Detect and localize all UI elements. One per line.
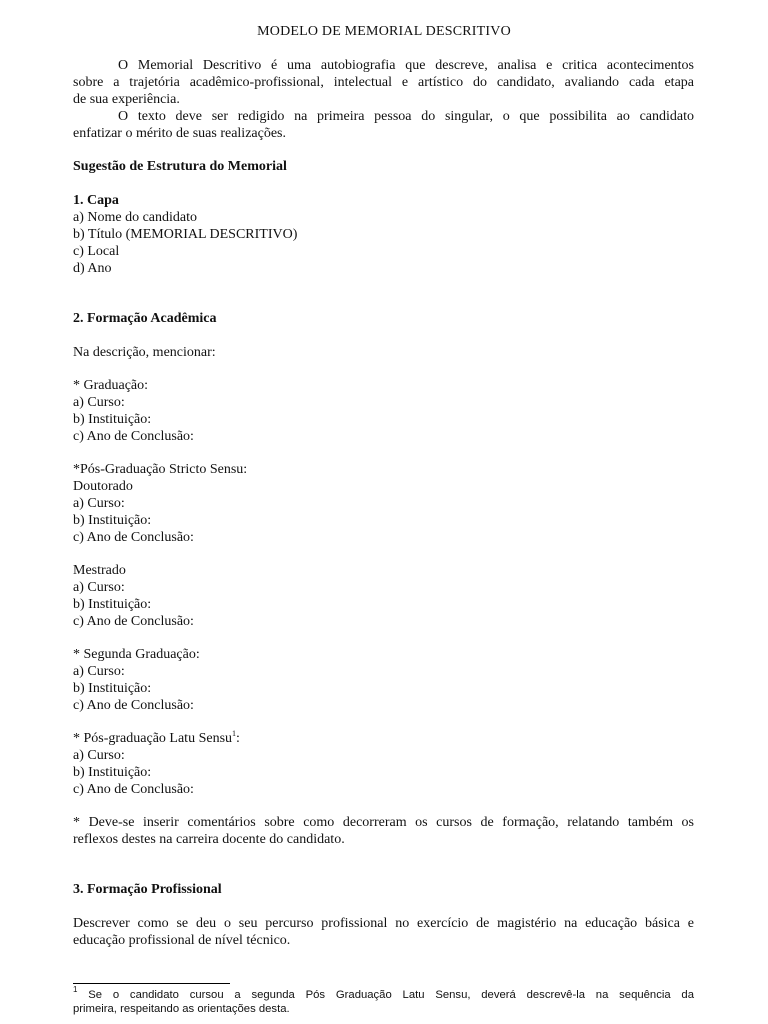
mestrado-item: b) Instituição: xyxy=(73,597,152,612)
footnote-mark: 1 xyxy=(73,985,78,994)
doutorado-label: Doutorado xyxy=(73,479,133,494)
mestrado-label: Mestrado xyxy=(73,563,126,578)
formacao-academica-intro: Na descrição, mencionar: xyxy=(73,345,216,360)
pos-stricto-label: *Pós-Graduação Stricto Sensu: xyxy=(73,462,248,477)
segunda-graduacao-label: * Segunda Graduação: xyxy=(73,647,200,662)
mestrado-item: c) Ano de Conclusão: xyxy=(73,614,194,629)
doutorado-item: c) Ano de Conclusão: xyxy=(73,530,194,545)
pos-latu-item: a) Curso: xyxy=(73,748,125,763)
structure-heading: Sugestão de Estrutura do Memorial xyxy=(73,159,287,174)
formacao-comment-line-1: * Deve-se inserir comentários sobre como decorreram os cursos de formação, relatando também os xyxy=(73,815,694,830)
footnote-separator xyxy=(73,983,230,984)
formacao-profissional-line-1: Descrever como se deu o seu percurso profissional no exercício de magistério na educação básica e xyxy=(73,916,694,931)
segunda-graduacao-item: b) Instituição: xyxy=(73,681,152,696)
graduacao-item: b) Instituição: xyxy=(73,412,152,427)
document-title: MODELO DE MEMORIAL DESCRITIVO xyxy=(257,24,511,39)
doutorado-item: b) Instituição: xyxy=(73,513,152,528)
formacao-profissional-line-2: educação profissional de nível técnico. xyxy=(73,933,291,948)
formacao-comment-line-2: reflexos destes na carreira docente do candidato. xyxy=(73,832,345,847)
formacao-profissional-heading: 3. Formação Profissional xyxy=(73,882,222,897)
intro-p1-line-2: sobre a trajetória acadêmico-profissional, intelectual e artístico do candidato, avaliando cada etapa xyxy=(73,75,694,90)
mestrado-item: a) Curso: xyxy=(73,580,125,595)
doutorado-item: a) Curso: xyxy=(73,496,125,511)
graduacao-item: a) Curso: xyxy=(73,395,125,410)
pos-latu-label-text: * Pós-graduação Latu Sensu xyxy=(73,731,233,746)
intro-p2-line-1: O texto deve ser redigido na primeira pessoa do singular, o que possibilita ao candidato xyxy=(118,109,694,124)
footnote-line-1 xyxy=(73,985,694,1002)
segunda-graduacao-item: c) Ano de Conclusão: xyxy=(73,698,194,713)
capa-item: b) Título (MEMORIAL DESCRITIVO) xyxy=(73,227,298,242)
capa-item: c) Local xyxy=(73,244,120,259)
segunda-graduacao-item: a) Curso: xyxy=(73,664,125,679)
pos-latu-item: c) Ano de Conclusão: xyxy=(73,782,194,797)
capa-heading: 1. Capa xyxy=(73,193,119,208)
pos-latu-label xyxy=(73,731,240,748)
graduacao-item: c) Ano de Conclusão: xyxy=(73,429,194,444)
intro-p1-line-1: O Memorial Descritivo é uma autobiografia que descreve, analisa e critica acontecimentos xyxy=(118,58,694,73)
graduacao-label: * Graduação: xyxy=(73,378,149,393)
capa-item: d) Ano xyxy=(73,261,112,276)
footnote-line-2: primeira, respeitando as orientações desta. xyxy=(73,1003,290,1015)
intro-p1-line-3: de sua experiência. xyxy=(73,92,180,107)
pos-latu-item: b) Instituição: xyxy=(73,765,152,780)
intro-p2-line-2: enfatizar o mérito de suas realizações. xyxy=(73,126,287,141)
footnote-reference[interactable]: 1 xyxy=(232,729,237,738)
footnote-text: Se o candidato cursou a segunda Pós Graduação Latu Sensu, deverá descrevê-la na sequência da xyxy=(88,989,694,1001)
capa-item: a) Nome do candidato xyxy=(73,210,198,225)
formacao-academica-heading: 2. Formação Acadêmica xyxy=(73,311,217,326)
pos-latu-label-suffix: : xyxy=(236,731,240,746)
